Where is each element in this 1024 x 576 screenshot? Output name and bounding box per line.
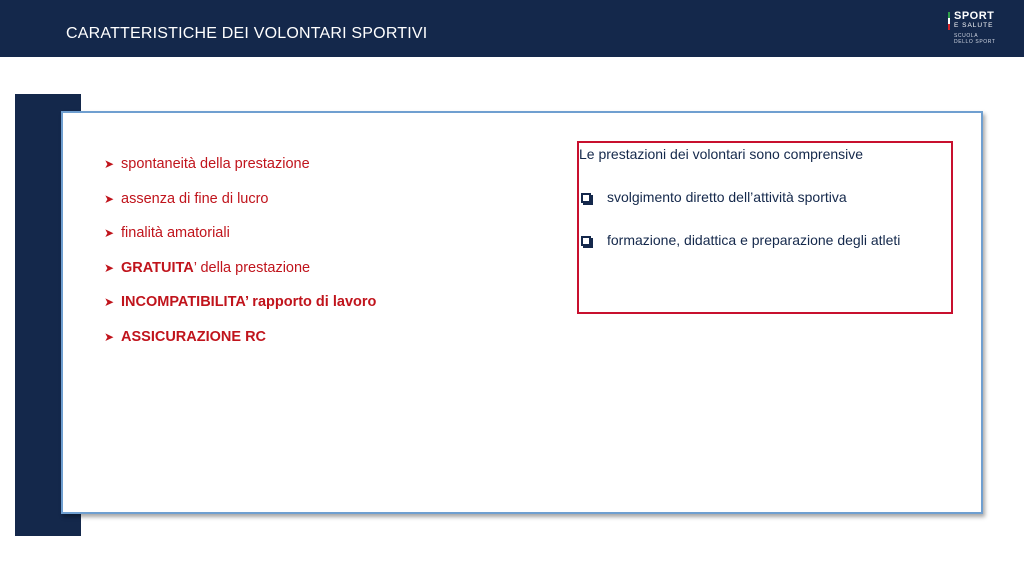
- logo-text-sport: SPORT: [954, 10, 995, 22]
- sport-e-salute-logo: [948, 11, 1008, 51]
- arrow-bullet-icon: ➤: [104, 226, 115, 241]
- list-item: [104, 225, 376, 260]
- checkbox-bullet-icon: [581, 236, 591, 246]
- list-item-bold: ASSICURAZIONE RC: [121, 328, 267, 345]
- arrow-bullet-icon: ➤: [104, 329, 115, 344]
- logo-text-dello-sport: DELLO SPORT: [954, 39, 996, 45]
- list-item-text: finalità amatoriali: [121, 225, 230, 242]
- list-item: [104, 294, 376, 329]
- list-item: [104, 156, 376, 191]
- header-bar: [0, 0, 1024, 57]
- arrow-bullet-icon: ➤: [104, 157, 115, 171]
- services-item-text: svolgimento diretto dell’attività sportiva: [607, 189, 847, 205]
- services-item-text: formazione, didattica e preparazione degli atleti: [607, 232, 901, 248]
- list-item-text: assenza di fine di lucro: [121, 190, 269, 207]
- list-item: [104, 191, 376, 226]
- list-item: [104, 260, 376, 295]
- arrow-bullet-icon: ➤: [104, 191, 115, 206]
- services-item: [581, 232, 900, 248]
- list-item-bold: INCOMPATIBILITA’ rapporto di lavoro: [121, 294, 377, 311]
- list-item-text: spontaneità della prestazione: [121, 156, 310, 172]
- logo-tricolor-bar: [948, 12, 950, 30]
- services-intro: Le prestazioni dei volontari sono comprensive: [579, 146, 864, 162]
- services-item: [581, 189, 847, 205]
- logo-text-scuola: SCUOLA: [954, 33, 979, 39]
- characteristics-list: [104, 156, 376, 364]
- arrow-bullet-icon: ➤: [104, 295, 115, 310]
- checkbox-bullet-icon: [581, 193, 591, 203]
- arrow-bullet-icon: ➤: [104, 260, 115, 275]
- list-item-bold: GRATUITA: [121, 259, 194, 276]
- list-item-text: ’ della prestazione: [193, 259, 311, 276]
- list-item: [104, 329, 376, 364]
- logo-text-salute: E SALUTE: [954, 22, 994, 29]
- page-title: CARATTERISTICHE DEI VOLONTARI SPORTIVI: [66, 25, 428, 42]
- services-box: [577, 141, 953, 314]
